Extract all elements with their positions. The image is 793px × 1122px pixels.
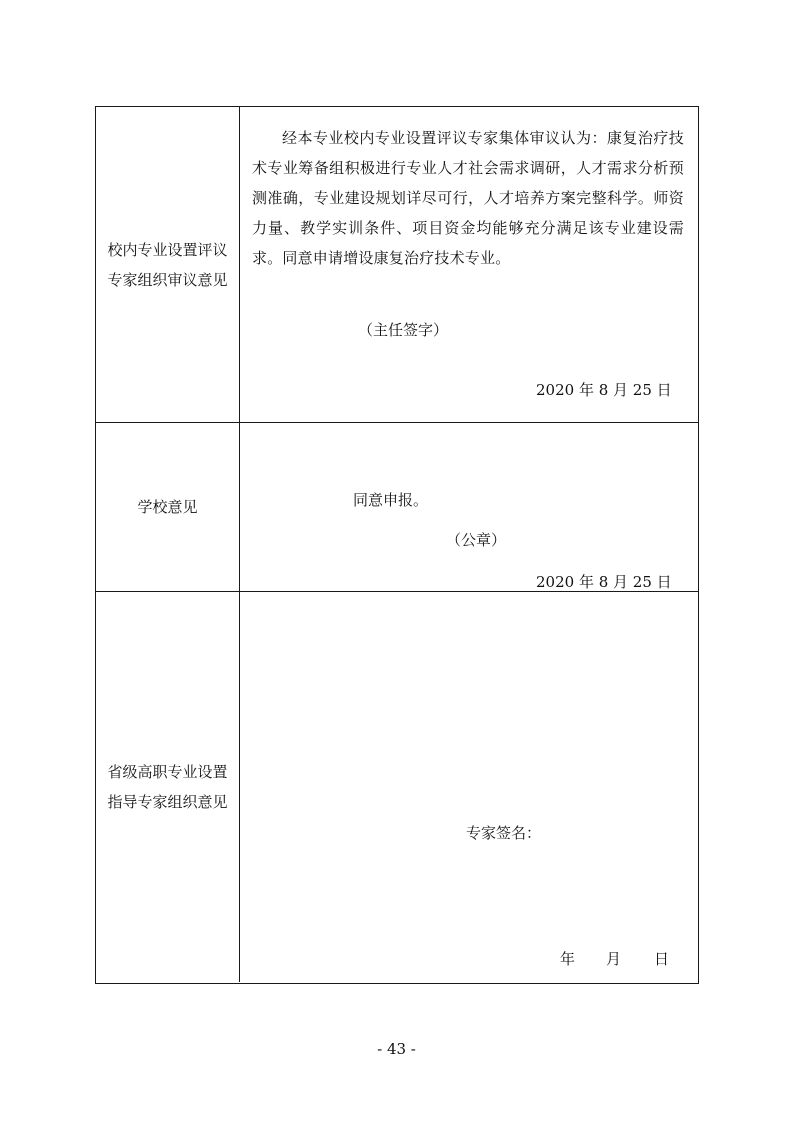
- director-signature-label: （主任签字）: [358, 321, 449, 339]
- expert-review-row: [96, 107, 698, 422]
- label-line: 专家组织审议意见: [107, 270, 228, 289]
- label-line: 校内专业设置评议: [107, 240, 228, 259]
- school-opinion-content: [240, 423, 698, 591]
- school-opinion-label: [96, 423, 240, 591]
- date-year-label: 年: [560, 950, 576, 968]
- page-number: - 43 -: [377, 1040, 416, 1058]
- opinion-form-table: [95, 106, 699, 984]
- expert-signature-label: 专家签名：: [466, 824, 542, 842]
- official-seal-label: （公章）: [446, 531, 507, 549]
- provincial-opinion-label: [96, 592, 240, 982]
- school-opinion-date: 2020 年 8 月 25 日: [536, 573, 672, 591]
- provincial-opinion-row: [96, 591, 698, 982]
- label-line: 指导专家组织意见: [107, 793, 228, 811]
- label-line: 学校意见: [137, 498, 198, 516]
- provincial-opinion-content: [240, 592, 698, 982]
- expert-review-date: 2020 年 8 月 25 日: [536, 381, 672, 399]
- label-line: 省级高职专业设置: [107, 763, 228, 781]
- expert-review-text: 经本专业校内专业设置评议专家集体审议认为：康复治疗技术专业筹备组积极进行专业人才社会需求调研，人才需求分析预测准确，专业建设规划详尽可行，人才培养方案完整科学。师资力量、教学实训条件、项目资金均能够充分满足该专业建设需求。同意申请增设康复治疗技术专业。: [252, 129, 684, 267]
- date-month-label: 月: [606, 950, 622, 968]
- school-opinion-text: 同意申报。: [353, 491, 429, 509]
- expert-review-label: [96, 107, 240, 422]
- date-day-label: 日: [654, 950, 670, 968]
- school-opinion-row: [96, 422, 698, 591]
- expert-review-content: [240, 107, 698, 422]
